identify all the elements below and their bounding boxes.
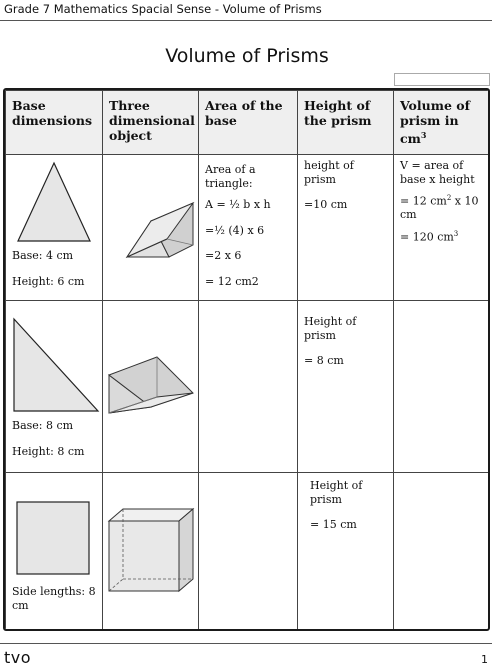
volume-line <box>400 192 486 222</box>
volume-line-part: = 120 cm <box>400 230 454 244</box>
base-line: Side lengths: 8 cm <box>12 585 96 612</box>
area-calculation <box>205 163 297 294</box>
area-line: =½ (4) x 6 <box>205 223 265 237</box>
height-line: = 8 cm <box>304 354 344 367</box>
area-line: =2 x 6 <box>205 249 242 262</box>
height-text <box>304 159 374 218</box>
header-area-of-base: Area of the base <box>199 91 298 155</box>
height-text <box>304 315 374 374</box>
base-dimensions-text <box>12 419 84 464</box>
footer-divider <box>0 643 492 644</box>
area-line: A = ½ b x h <box>205 198 271 211</box>
height-line: Height: 6 cm <box>12 274 85 288</box>
table-row <box>6 301 489 473</box>
base-line: Base: 4 cm <box>12 249 74 262</box>
volume-cell[interactable] <box>394 473 489 630</box>
base-dimensions-text <box>12 585 98 618</box>
square-icon <box>16 501 92 577</box>
area-line: Area of a triangle: <box>205 163 256 190</box>
document-header: Grade 7 Mathematics Spacial Sense - Volume of Prisms <box>4 2 322 16</box>
page-number: 1 <box>481 653 488 666</box>
height-line: = 15 cm <box>310 518 357 531</box>
cube-icon <box>107 507 197 593</box>
base-cell <box>6 301 103 473</box>
equilateral-triangle-icon <box>16 161 92 243</box>
base-cell <box>6 155 103 301</box>
table-row <box>6 155 489 301</box>
height-cell <box>298 301 394 473</box>
height-cell <box>298 155 394 301</box>
height-line: Height of prism <box>304 315 357 342</box>
right-triangle-icon <box>12 317 100 413</box>
page-title: Volume of Prisms <box>165 45 329 67</box>
header-three-dimensional-object: Three dimensional object <box>103 91 199 155</box>
area-line: = 12 cm2 <box>205 274 259 288</box>
volume-line-part: = 12 cm <box>400 194 447 208</box>
volume-header-text: Volume of prism in cm <box>400 98 470 147</box>
object-cell <box>103 155 199 301</box>
volume-header-exponent: 3 <box>420 130 427 140</box>
name-field[interactable] <box>394 73 490 86</box>
base-cell <box>6 473 103 630</box>
area-cell <box>199 155 298 301</box>
header-volume-of-prism <box>394 91 489 155</box>
height-line: Height: 8 cm <box>12 444 85 458</box>
volume-cell[interactable] <box>394 301 489 473</box>
exponent: 3 <box>453 229 459 238</box>
volume-cell <box>394 155 489 301</box>
height-line: =10 cm <box>304 198 348 211</box>
area-cell[interactable] <box>199 473 298 630</box>
volume-line-part: x 10 cm <box>400 194 479 222</box>
table-header-row <box>6 91 489 155</box>
table-row <box>6 473 489 630</box>
volume-line <box>400 228 486 244</box>
area-cell[interactable] <box>199 301 298 473</box>
header-divider <box>0 20 492 21</box>
volume-line: V = area of base x height <box>400 159 475 186</box>
header-height-of-prism: Height of the prism <box>298 91 394 155</box>
tvo-logo: tvo <box>4 648 32 667</box>
height-cell <box>298 473 394 630</box>
height-line: Height of prism <box>310 479 363 506</box>
triangular-prism-icon <box>107 191 197 263</box>
prism-table <box>3 88 490 631</box>
height-line: height of prism <box>304 159 354 186</box>
base-dimensions-text <box>12 249 84 294</box>
base-line: Base: 8 cm <box>12 419 74 432</box>
object-cell <box>103 473 199 630</box>
header-base-dimensions: Base dimensions <box>6 91 103 155</box>
height-text <box>310 479 380 538</box>
object-cell <box>103 301 199 473</box>
volume-calculation <box>400 159 486 250</box>
right-triangular-prism-icon <box>107 353 195 419</box>
exponent: 2 <box>446 194 452 202</box>
